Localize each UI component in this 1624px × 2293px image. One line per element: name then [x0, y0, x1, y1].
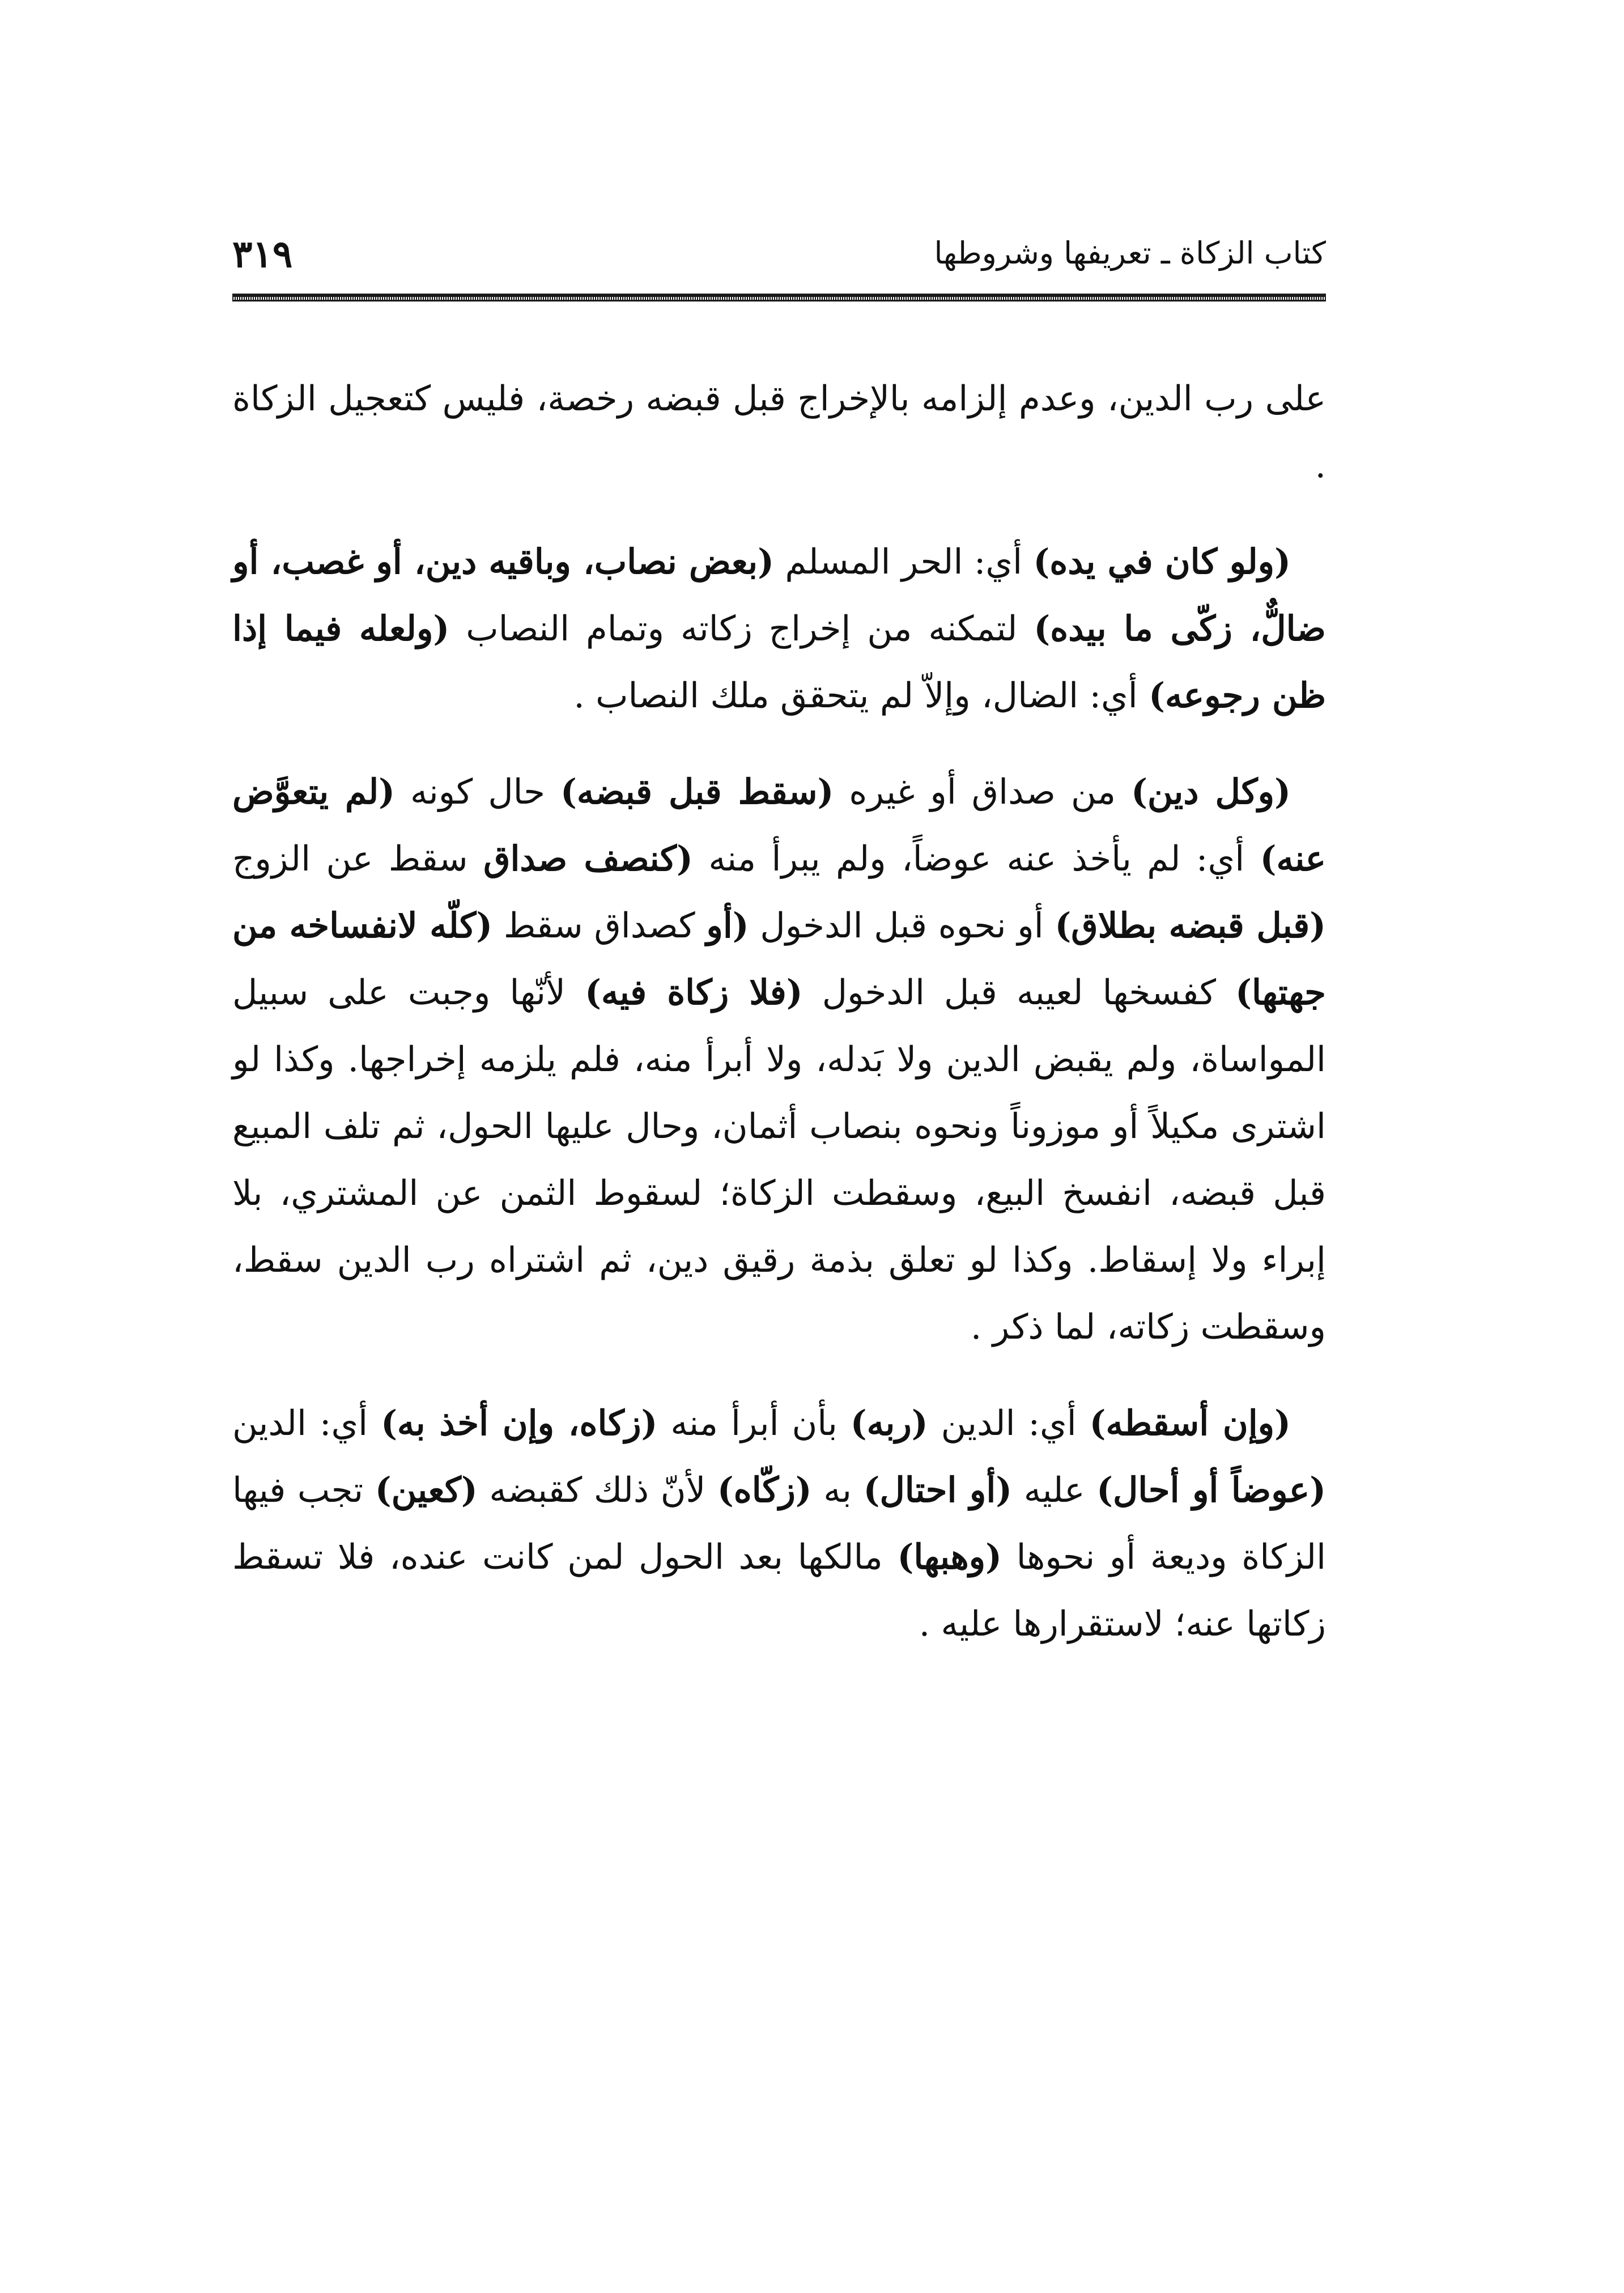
- matn-text: (عوضاً أو أحال): [1096, 1470, 1326, 1510]
- matn-text: (ولو كان في يده): [1033, 542, 1291, 582]
- matn-text: (وإن أسقطه): [1089, 1403, 1291, 1443]
- commentary-text: حال كونه: [395, 772, 561, 812]
- commentary-text: لتمكنه من إخراج زكاته وتمام النصاب: [449, 609, 1034, 649]
- commentary-text: مالكها بعد الحول لمن كانت عنده، فلا تسقط زكاتها عنه؛ لاستقرارها عليه .: [232, 1537, 1326, 1644]
- commentary-text: كصداق سقط: [492, 906, 707, 946]
- matn-text: (زكّاه): [717, 1470, 812, 1510]
- paragraph: [232, 529, 1326, 729]
- matn-text: (قبل قبضه بطلاق): [1055, 906, 1326, 946]
- paragraph: [232, 759, 1326, 1361]
- matn-text: (بعض نصاب، وباقيه دين، أو غصب، أو ضالٌّ، زكّى ما بيده): [232, 542, 1326, 649]
- matn-text: (لم يتعوَّض عنه): [232, 772, 1326, 879]
- matn-text: (أو: [706, 906, 749, 946]
- matn-text: (سقط قبل قبضه): [560, 772, 834, 812]
- running-title: كتاب الزكاة ـ تعريفها وشروطها: [934, 235, 1326, 271]
- commentary-text: كفسخها لعيبه قبل الدخول: [802, 973, 1236, 1013]
- header-rule: [232, 294, 1326, 302]
- matn-text: (كلّه لانفساخه من جهتها): [232, 906, 1326, 1013]
- matn-text: (وكل دين): [1131, 772, 1291, 812]
- commentary-text: أي: الضال، وإلاّ لم يتحقق ملك النصاب .: [573, 676, 1149, 716]
- commentary-text: به: [811, 1470, 864, 1510]
- commentary-text: تجب فيها الزكاة وديعة أو نحوها: [232, 1470, 1327, 1577]
- paragraph: [232, 366, 1326, 499]
- commentary-text: أي: الدين: [928, 1403, 1090, 1443]
- page-number: ٣١٩: [232, 232, 293, 276]
- matn-text: (أو احتال): [863, 1470, 1013, 1510]
- commentary-text: من صداق أو غيره: [834, 772, 1132, 812]
- matn-text: (كعين): [375, 1470, 478, 1510]
- text-segment: على رب الدين، وعدم إلزامه بالإخراج قبل قبضه رخصة، فليس كتعجيل الزكاة .: [232, 379, 1326, 486]
- matn-text: (كنصف صداق: [483, 839, 693, 879]
- body-text: [232, 366, 1326, 1687]
- commentary-text: سقط عن الزوج: [232, 839, 484, 879]
- paragraph: [232, 1390, 1326, 1658]
- page-header: [232, 224, 1326, 286]
- commentary-text: أي: لم يأخذ عنه عوضاً، ولم يبرأ منه: [692, 839, 1260, 879]
- commentary-text: أي: الحر المسلم: [773, 542, 1034, 582]
- commentary-text: أو نحوه قبل الدخول: [749, 906, 1055, 946]
- matn-text: (وهبها): [897, 1537, 1002, 1577]
- commentary-text: عليه: [1012, 1470, 1097, 1510]
- commentary-text: بأن أبرأ منه: [657, 1403, 851, 1443]
- matn-text: (فلا زكاة فيه): [585, 973, 803, 1013]
- commentary-text: لأنّها وجبت على سبيل المواساة، ولم يقبض الدين ولا بَدله، ولا أبرأ منه، فلم يلزمه إخراجها. وكذا لو اشترى مكيلاً أو موزوناً ونحوه بنصاب أثمان، وحال عليها الحول، ثم تلف المبيع قبل قبضه، انفسخ البيع، وسقطت الزكاة؛ لسقوط الثمن عن المشتري، بلا إبراء ولا إسقاط. وكذا لو تعلق بذمة رقيق دين، ثم اشتراه رب الدين سقط، وسقطت زكاته، لما ذكر .: [232, 973, 1326, 1347]
- matn-text: (زكاه، وإن أخذ به): [381, 1403, 658, 1443]
- matn-text: (ربه): [850, 1403, 928, 1443]
- commentary-text: أي: الدين: [232, 1403, 381, 1443]
- commentary-text: لأنّ ذلك كقبضه: [477, 1470, 717, 1510]
- matn-text: (ولعله فيما إذا ظن رجوعه): [232, 609, 1326, 716]
